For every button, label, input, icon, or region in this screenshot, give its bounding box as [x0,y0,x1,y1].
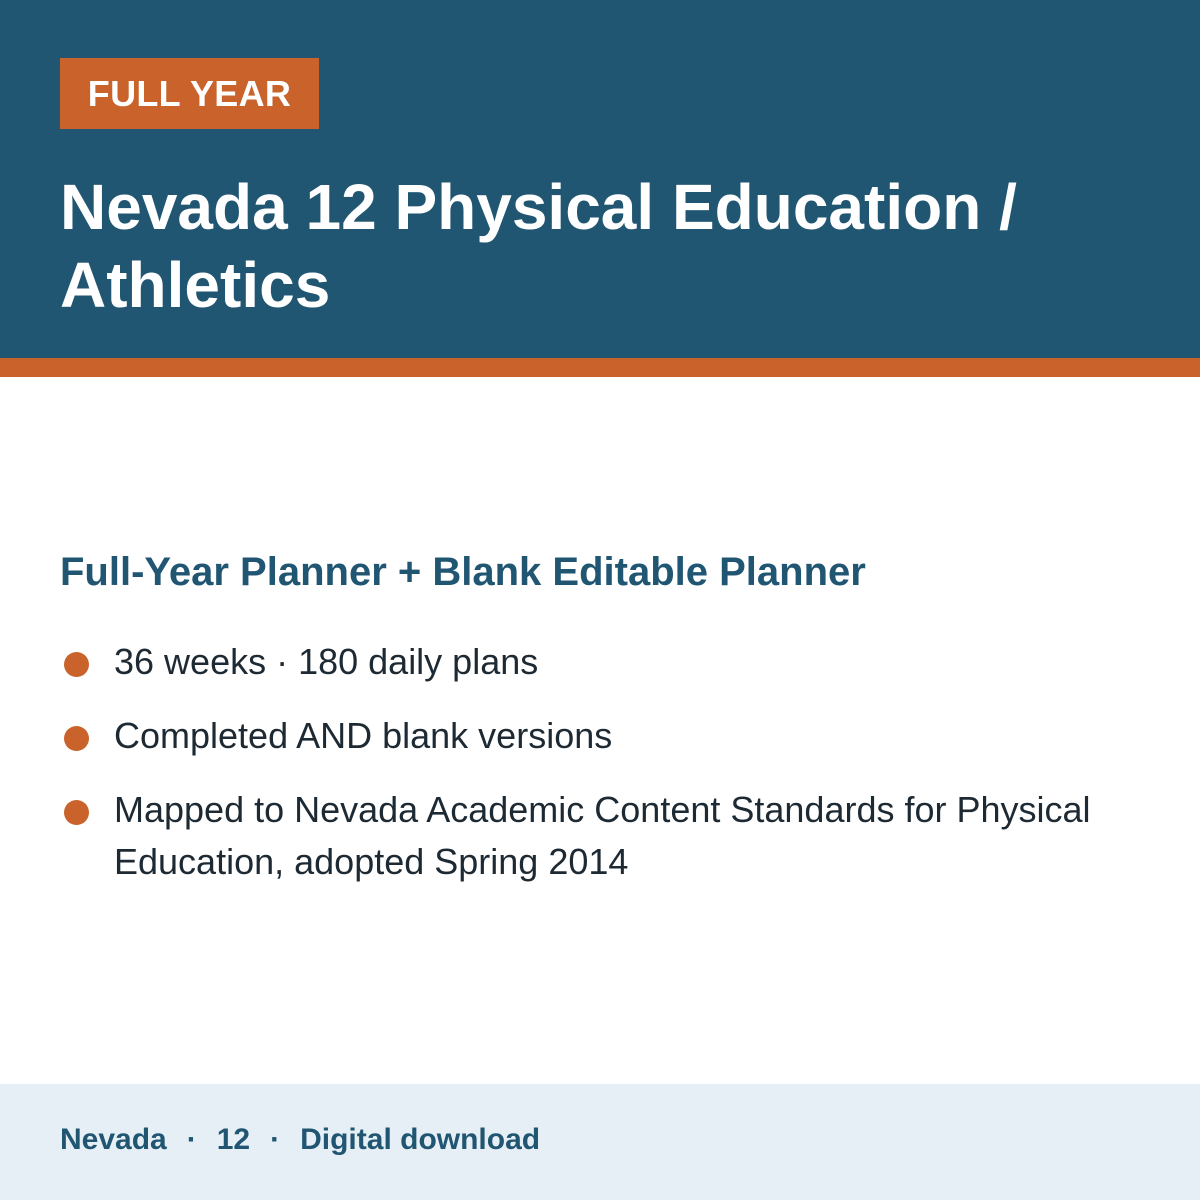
page-title: Nevada 12 Physical Education / Athletics [60,171,1017,321]
bullet-dot-icon [64,652,89,677]
accent-divider [0,358,1200,377]
footer-separator: · [186,1123,197,1156]
feature-item [60,636,1140,688]
full-year-badge: FULL YEAR [60,58,319,129]
footer-meta [60,1118,540,1162]
feature-text: 36 weeks · 180 daily plans [114,641,539,682]
footer-grade: 12 [216,1123,251,1156]
feature-item [60,710,1140,762]
footer-state: Nevada [60,1123,167,1156]
product-subtitle: Full-Year Planner + Blank Editable Planner [60,550,866,594]
bullet-dot-icon [64,726,89,751]
footer-format: Digital download [300,1123,541,1156]
bullet-dot-icon [64,800,89,825]
feature-list [60,636,1140,910]
footer-separator: · [270,1123,281,1156]
feature-item [60,784,1140,888]
feature-text: Completed AND blank versions [114,715,613,756]
header-banner [0,0,1200,358]
feature-text: Mapped to Nevada Academic Content Standards for Physical Education, adopted Spring 2014 [114,789,1091,882]
